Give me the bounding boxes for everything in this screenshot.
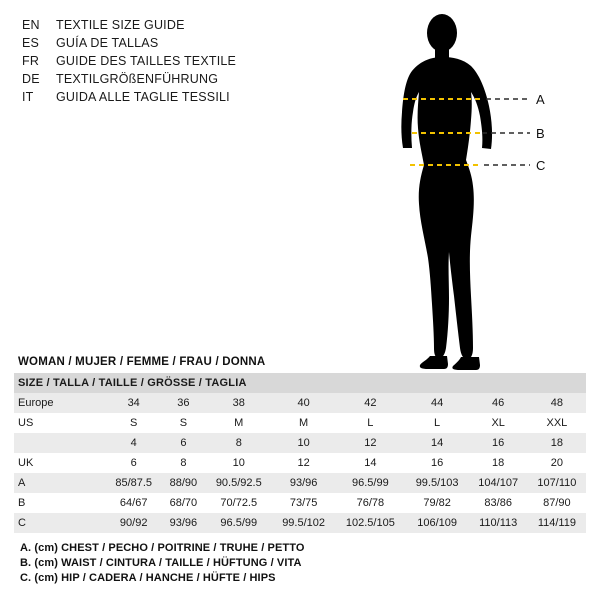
cell: 34 [106, 393, 161, 413]
row-label: Europe [14, 393, 106, 413]
language-text: GUÍA DE TALLAS [56, 36, 159, 50]
cell: 107/110 [528, 473, 586, 493]
language-text: GUIDE DES TAILLES TEXTILE [56, 54, 237, 68]
language-code: IT [22, 90, 34, 104]
legend-item-b: B. (cm) WAIST / CINTURA / TAILLE / HÜFTUNG / VITA [20, 557, 302, 569]
cell: 70/72.5 [205, 493, 272, 513]
language-list [22, 16, 352, 106]
language-code: DE [22, 72, 40, 86]
cell: 40 [272, 393, 335, 413]
cell: M [272, 413, 335, 433]
table-row [14, 493, 586, 513]
table-header-row [14, 373, 586, 393]
table-row [14, 453, 586, 473]
language-row [22, 16, 352, 34]
language-text: TEXTILGRÖßENFÜHRUNG [56, 72, 219, 86]
language-code: ES [22, 36, 40, 50]
legend-item-c: C. (cm) HIP / CADERA / HANCHE / HÜFTE / HIPS [20, 572, 276, 584]
cell: 93/96 [161, 513, 205, 533]
cell: L [335, 413, 406, 433]
row-label: US [14, 413, 106, 433]
cell: 8 [205, 433, 272, 453]
cell: 10 [205, 453, 272, 473]
cell: 85/87.5 [106, 473, 161, 493]
cell: 90/92 [106, 513, 161, 533]
cell: 38 [205, 393, 272, 413]
cell: 6 [161, 433, 205, 453]
cell: 79/82 [406, 493, 469, 513]
cell: XL [469, 413, 528, 433]
cell: 73/75 [272, 493, 335, 513]
cell: S [161, 413, 205, 433]
cell: 10 [272, 433, 335, 453]
cell: 68/70 [161, 493, 205, 513]
cell: 42 [335, 393, 406, 413]
cell: 16 [469, 433, 528, 453]
cell: XXL [528, 413, 586, 433]
cell: 76/78 [335, 493, 406, 513]
language-text: TEXTILE SIZE GUIDE [56, 18, 185, 32]
cell: 90.5/92.5 [205, 473, 272, 493]
measurement-label-c: C [536, 158, 546, 173]
cell: 106/109 [406, 513, 469, 533]
cell: 88/90 [161, 473, 205, 493]
cell: 46 [469, 393, 528, 413]
female-silhouette-figure [368, 8, 578, 370]
cell: 4 [106, 433, 161, 453]
cell: S [106, 413, 161, 433]
row-label: UK [14, 453, 106, 473]
row-label: A [14, 473, 106, 493]
cell: 6 [106, 453, 161, 473]
language-code: FR [22, 54, 40, 68]
cell: 96.5/99 [335, 473, 406, 493]
measurement-legend [20, 541, 580, 586]
cell: L [406, 413, 469, 433]
cell: 96.5/99 [205, 513, 272, 533]
measurement-label-a: A [536, 92, 545, 107]
silhouette-svg [368, 8, 578, 370]
cell: 83/86 [469, 493, 528, 513]
cell: 44 [406, 393, 469, 413]
cell: 20 [528, 453, 586, 473]
cell: 36 [161, 393, 205, 413]
silhouette-body [401, 14, 492, 370]
table-row [14, 433, 586, 453]
table-caption: WOMAN / MUJER / FEMME / FRAU / DONNA [18, 356, 266, 368]
cell: 104/107 [469, 473, 528, 493]
cell: 99.5/103 [406, 473, 469, 493]
measurement-label-b: B [536, 126, 545, 141]
language-row [22, 52, 352, 70]
cell: 48 [528, 393, 586, 413]
cell: 87/90 [528, 493, 586, 513]
cell: 16 [406, 453, 469, 473]
table-header-cell: SIZE / TALLA / TAILLE / GRÖSSE / TAGLIA [14, 373, 586, 393]
cell: 14 [406, 433, 469, 453]
language-row [22, 88, 352, 106]
language-row [22, 34, 352, 52]
cell: 18 [528, 433, 586, 453]
row-label: B [14, 493, 106, 513]
cell: 12 [272, 453, 335, 473]
row-label [14, 433, 106, 453]
size-table [14, 373, 586, 533]
language-code: EN [22, 18, 40, 32]
cell: 14 [335, 453, 406, 473]
language-row [22, 70, 352, 88]
row-label: C [14, 513, 106, 533]
size-table-area [14, 356, 586, 533]
table-row [14, 513, 586, 533]
table-row [14, 413, 586, 433]
cell: 110/113 [469, 513, 528, 533]
legend-item-a: A. (cm) CHEST / PECHO / POITRINE / TRUHE / PETTO [20, 542, 305, 554]
cell: M [205, 413, 272, 433]
language-text: GUIDA ALLE TAGLIE TESSILI [56, 90, 230, 104]
cell: 18 [469, 453, 528, 473]
table-row [14, 393, 586, 413]
cell: 64/67 [106, 493, 161, 513]
cell: 12 [335, 433, 406, 453]
table-row [14, 473, 586, 493]
cell: 114/119 [528, 513, 586, 533]
cell: 93/96 [272, 473, 335, 493]
cell: 102.5/105 [335, 513, 406, 533]
cell: 99.5/102 [272, 513, 335, 533]
cell: 8 [161, 453, 205, 473]
